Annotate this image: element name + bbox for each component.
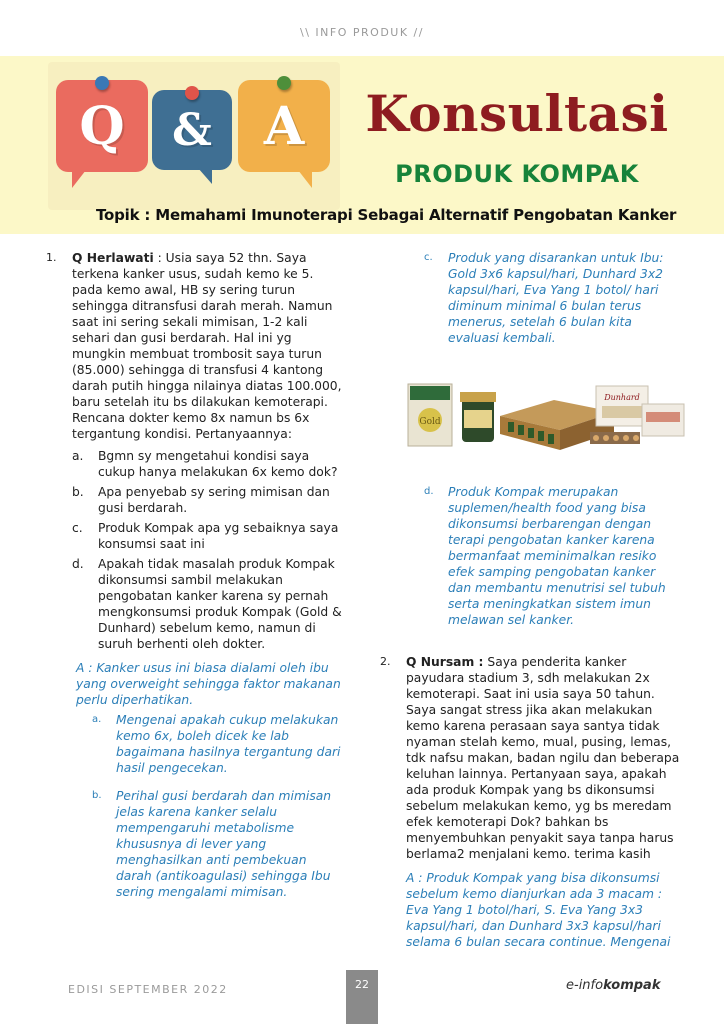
dunhard-box-label: Dunhard bbox=[604, 393, 640, 402]
q-bubble: Q bbox=[56, 80, 148, 172]
q-bubble-tail bbox=[72, 170, 86, 188]
brand-logo: e-infokompak bbox=[566, 978, 661, 993]
gold-box-label: Gold bbox=[419, 417, 441, 427]
question-2 bbox=[380, 654, 680, 950]
left-column bbox=[46, 250, 346, 900]
answer-d: d. Produk Kompak merupakan suplemen/health food yang bisa dikonsumsi berbarengan dengan terapi pengobatan kanker karena bermanfaat meminimalkan resiko efek samping pengobatan kanker dan membantu menutrisi sel tubuh serta meningkatkan sistem imun melawan sel kanker. bbox=[424, 485, 666, 627]
product-photo bbox=[404, 372, 688, 458]
page-number: 22 bbox=[346, 970, 378, 1024]
answer-b: b. Perihal gusi berdarah dan mimisan jelas karena kanker selalu mempengaruhi metabolisme khususnya di lever yang menghasilkan anti pembekuan darah (antikoagulasi) sehingga Ibu sering mengalami mimisan. bbox=[92, 789, 332, 899]
asker-name: Q Herlawati bbox=[72, 251, 154, 265]
qa-illustration bbox=[48, 62, 340, 210]
question-text: Saya penderita kanker payudara stadium 3, sdh melakukan 2x kemoterapi. Saat ini usia saya 50 tahun. Saya sangat stress jika akan melakukan kemo karena perasaan saya santya tidak nyaman stelah kemo, mual, pusing, lemas, tdk nafsu makan, badan ngilu dan beberapa keluhan lainnya. Pertanyaan saya, apakah ada produk Kompak yang bs dikonsumsi sebelum melakukan kemo, yg bs meredam efek kemoterapi Dok? bahkan bs menyembuhkan penyakit saya tanpa harus berlama2 menjalani kemo. terima kasih bbox=[406, 655, 680, 861]
amp-bubble: & bbox=[152, 90, 232, 170]
question-number: 2. bbox=[380, 655, 391, 668]
a-bubble-tail bbox=[298, 170, 312, 188]
answer-q2: A : Produk Kompak yang bisa dikonsumsi sebelum kemo dianjurkan ada 3 macam : Eva Yang 1 botol/hari, S. Eva Yang 3x3 kapsul/hari, dan Dunhard 3x3 kapsul/hari selama 6 bulan secara continue. Mengenai bbox=[406, 871, 671, 949]
sub-question-b: b. Apa penyebab sy sering mimisan dan gusi berdarah. bbox=[72, 485, 330, 515]
answer-intro: A : Kanker usus ini biasa dialami oleh ibu yang overweight sehingga faktor makanan perlu diperhatikan. bbox=[76, 661, 341, 707]
question-text: : Usia saya 52 thn. Saya terkena kanker usus, sudah kemo ke 5. pada kemo awal, HB sy sering turun sehingga ditransfusi darah merah. Namun saat ini sering sekali mimisan, 1-2 kali sehari dan gusi berdarah. Hal ini yg mungkin membuat trombosit saya turun (85.000) sehingga di transfusi 4 kantong darah putih hingga nilainya diatas 100.000, baru setelah itu bs dilakukan kemoterapi. Rencana dokter kemo 8x namun bs 6x tergantung kondisi. Pertanyaannya: bbox=[72, 251, 342, 441]
question-1 bbox=[46, 250, 346, 652]
amp-bubble-tail bbox=[198, 168, 212, 184]
sub-question-c: c. Produk Kompak apa yg sebaiknya saya konsumsi saat ini bbox=[72, 521, 339, 551]
page-subtitle: PRODUK KOMPAK bbox=[395, 160, 639, 188]
sub-question-d: d. Apakah tidak masalah produk Kompak dikonsumsi sambil melakukan pengobatan kanker karena sy pernah mengkonsumsi produk Kompak (Gold & Dunhard) sebelum kemo, namun di suruh berhenti oleh dokter. bbox=[72, 557, 342, 651]
header-banner bbox=[0, 56, 724, 234]
topic-heading: Topik : Memahami Imunoterapi Sebagai Alternatif Pengobatan Kanker bbox=[96, 206, 677, 224]
answer-c: c. Produk yang disarankan untuk Ibu: Gold 3x6 kapsul/hari, Dunhard 3x2 kapsul/hari, Eva Yang 1 botol/ hari diminum minimal 6 bulan terus menerus, setelah 6 bulan kita evaluasi kembali. bbox=[424, 251, 664, 345]
asker-name: Q Nursam : bbox=[406, 655, 484, 669]
section-label: \\ INFO PRODUK // bbox=[300, 26, 424, 39]
edition-label: EDISI SEPTEMBER 2022 bbox=[68, 983, 228, 996]
question-number: 1. bbox=[46, 251, 57, 264]
sub-question-a: a. Bgmn sy mengetahui kondisi saya cukup hanya melakukan 6x kemo dok? bbox=[72, 449, 338, 479]
page-title: Konsultasi bbox=[365, 84, 669, 143]
a-bubble: A bbox=[238, 80, 330, 172]
answer-a: a. Mengenai apakah cukup melakukan kemo 6x, boleh dicek ke lab bagaimana hasilnya tergantung dari hasil pengecekan. bbox=[92, 713, 341, 775]
right-column bbox=[380, 250, 680, 346]
right-column-lower bbox=[380, 484, 680, 950]
